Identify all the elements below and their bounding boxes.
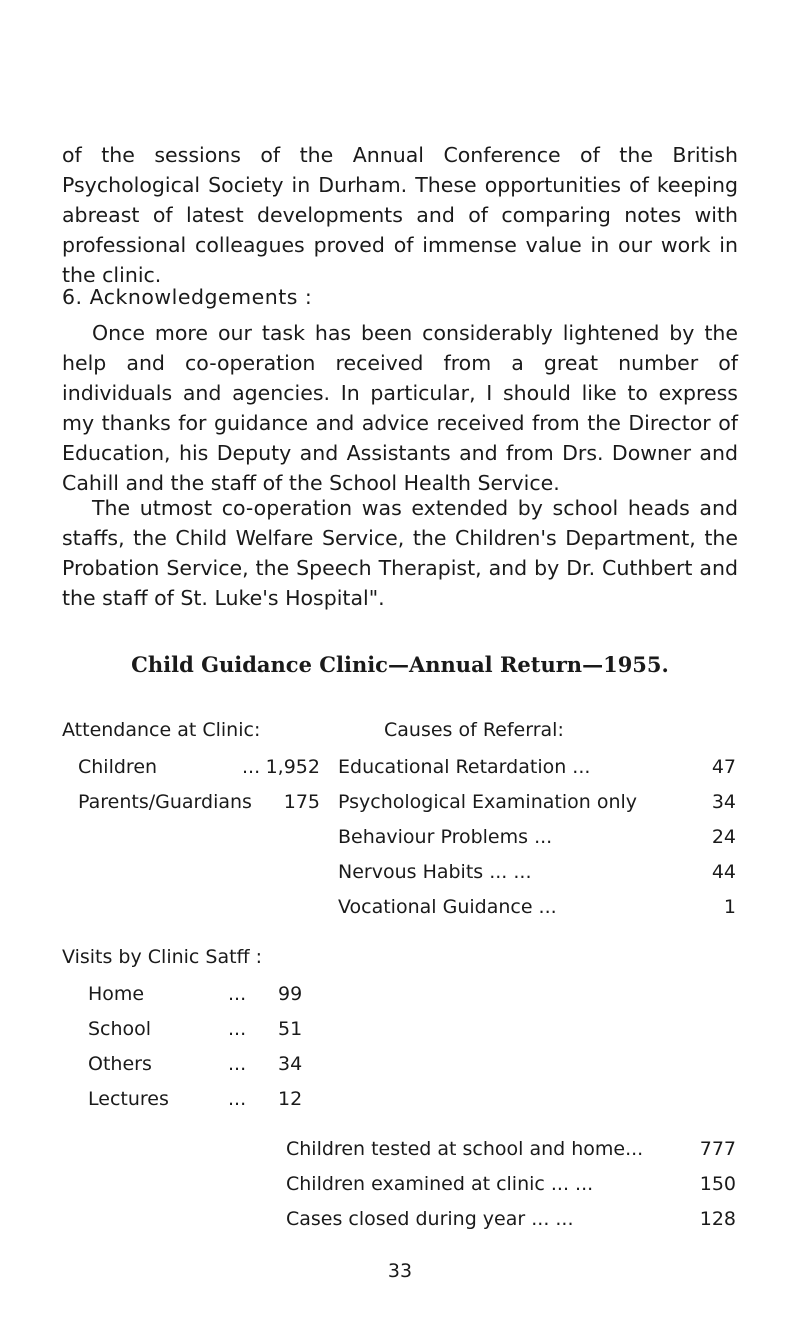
referral-value: 1	[723, 896, 736, 918]
referral-heading: Causes of Referral:	[384, 719, 564, 741]
referral-value: 34	[711, 791, 736, 813]
summary-label: Children examined at clinic ... ...	[286, 1173, 594, 1195]
visits-label: Home	[88, 983, 145, 1005]
summary-label: Cases closed during year ... ...	[286, 1208, 574, 1230]
attendance-label: Children	[78, 756, 158, 778]
attendance-value: 175	[283, 791, 320, 813]
attendance-dots: ...	[242, 756, 261, 778]
referral-value: 24	[711, 826, 736, 848]
return-title: Child Guidance Clinic—Annual Return—1955.	[131, 652, 669, 677]
page-number: 33	[387, 1260, 413, 1282]
visits-value: 99	[278, 983, 303, 1005]
visits-dots: ...	[228, 1088, 247, 1110]
visits-value: 51	[278, 1018, 303, 1040]
section-heading-acknowledgements: 6. Acknowledgements :	[62, 285, 313, 309]
referral-value: 44	[711, 861, 736, 883]
visits-value: 34	[278, 1053, 303, 1075]
referral-value: 47	[711, 756, 736, 778]
attendance-label: Parents/Guardians	[78, 791, 252, 813]
summary-value: 128	[699, 1208, 736, 1230]
paragraph-acknowledgements: Once more our task has been considerably lightened by the help and co-operation received from a great number of individuals and agencies. In particular, I should like to express my thanks for guidance and advice received from the Director of Education, his Deputy and Assistants and from Drs. Downer and Cahill and the staff of the School Health Service.	[62, 321, 738, 495]
attendance-heading: Attendance at Clinic:	[62, 719, 261, 741]
visits-value: 12	[278, 1088, 303, 1110]
visits-label: School	[88, 1018, 152, 1040]
visits-heading: Visits by Clinic Satff :	[62, 946, 263, 968]
visits-label: Others	[88, 1053, 152, 1075]
referral-label: Psychological Examination only	[338, 791, 638, 813]
paragraph-cooperation: The utmost co-operation was extended by school heads and staffs, the Child Welfare Service, the Children's Department, the Probation Service, the Speech Therapist, and by Dr. Cuthbert and the staff of St. Luke's Hospital".	[62, 496, 738, 610]
referral-label: Educational Retardation ...	[338, 756, 591, 778]
referral-label: Nervous Habits ... ...	[338, 861, 532, 883]
visits-dots: ...	[228, 1018, 247, 1040]
referral-label: Vocational Guidance ...	[338, 896, 557, 918]
summary-value: 777	[699, 1138, 736, 1160]
visits-label: Lectures	[88, 1088, 169, 1110]
summary-value: 150	[699, 1173, 736, 1195]
referral-label: Behaviour Problems ...	[338, 826, 553, 848]
summary-label: Children tested at school and home...	[286, 1138, 644, 1160]
visits-dots: ...	[228, 983, 247, 1005]
attendance-value: 1,952	[265, 756, 320, 778]
visits-dots: ...	[228, 1053, 247, 1075]
paragraph-conference: of the sessions of the Annual Conference of the British Psychological Society in Durham. These opportunities of keeping abreast of latest developments and of comparing notes with professional colleagues proved of immense value in our work in the clinic.	[62, 143, 738, 287]
